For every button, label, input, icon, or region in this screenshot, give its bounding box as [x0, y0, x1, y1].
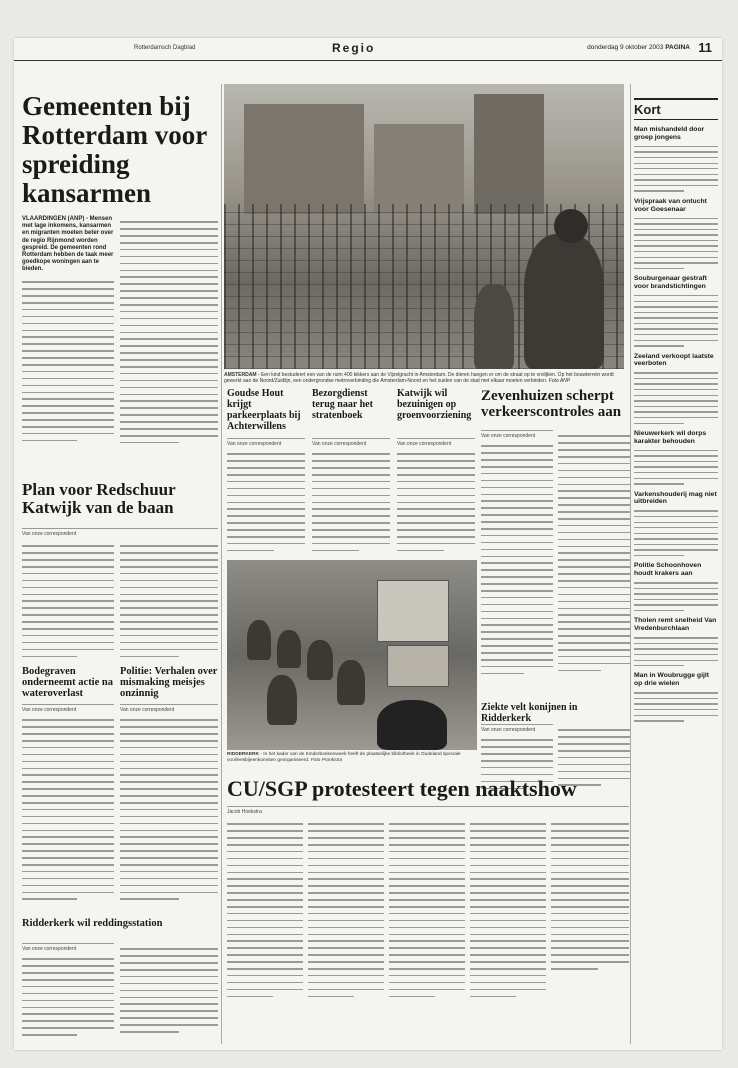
body-cusgp-2	[308, 818, 384, 1002]
byline-cusgp: Jacob Hoekstra	[227, 806, 629, 815]
body-redschuur-2	[120, 540, 218, 662]
kort-sidebar	[634, 98, 718, 726]
headline-cusgp: CU/SGP protesteert tegen naaktshow	[227, 776, 577, 801]
body-cusgp-3	[389, 818, 465, 1002]
kort-item-headline: Zeeland verkoopt laatste veerboten	[634, 352, 714, 368]
photo-ridderkerk-reading	[227, 560, 477, 750]
kort-title: Kort	[634, 98, 718, 120]
byline-redschuur: Van onze correspondent	[22, 528, 218, 537]
kort-item-body	[634, 146, 718, 192]
body-politie: Van onze correspondent	[120, 704, 218, 905]
main-lead: VLAARDINGEN (ANP) - Mensen met lage inkomens, kansarmen en migranten moeten beter over de regio Rijnmond worden gespreid. De gemeenten rond Rotterdam hebben de taak meer goedkope woningen aan te bieden.	[22, 216, 114, 273]
kort-item-headline: Vrijspraak van ontucht voor Goesenaar	[634, 197, 707, 213]
headline-politie: Politie: Verhalen over mismaking meisjes onzinnig	[120, 666, 218, 699]
body-redschuur-1	[22, 540, 114, 662]
kort-item-body	[634, 450, 718, 485]
paper-name: Rotterdamsch Dagblad	[134, 45, 196, 51]
body-goudse: Van onze correspondent	[227, 438, 305, 557]
headline-bezorgdienst: Bezorgdienst terug naar het stratenboek	[312, 388, 373, 421]
body-katwijk: Van onze correspondent	[397, 438, 475, 557]
kort-item-body	[634, 637, 718, 666]
column-rule	[221, 84, 222, 1044]
headline-zevenhuizen: Zevenhuizen scherpt verkeerscontroles aan	[481, 388, 622, 420]
kort-item-body	[634, 218, 718, 270]
body-ridderkerk-1: Van onze correspondent	[22, 943, 114, 1041]
body-cusgp-4	[470, 818, 546, 1002]
body-bodegraven: Van onze correspondent	[22, 704, 114, 905]
body-zevenhuizen-1: Van onze correspondent	[481, 430, 553, 680]
section-title: Regio	[332, 41, 376, 55]
kort-item-headline: Varkenshouderij mag niet uitbreiden	[634, 490, 717, 506]
kort-item-headline: Man mishandeld door groep jongens	[634, 126, 705, 141]
headline-goudse: Goudse Hout krijgt parkeerplaats bij Achterwillens	[227, 388, 301, 432]
body-ridderkerk-2	[120, 943, 218, 1038]
main-headline: Gemeenten bij Rotterdam voor spreiding kansarmen	[22, 91, 207, 208]
kort-item-headline: Man in Woubrugge gijlt op drie wielen	[634, 672, 710, 688]
body-zevenhuizen-2	[558, 430, 630, 676]
column-rule	[630, 84, 631, 1044]
masthead	[14, 38, 722, 61]
kort-item-body	[634, 692, 718, 721]
kort-item-headline: Politie Schoonhoven houdt krakers aan	[634, 562, 702, 578]
headline-katwijk: Katwijk wil bezuinigen op groenvoorziening	[397, 388, 472, 421]
body-cusgp-1	[227, 818, 303, 1002]
photo-amsterdam-frogs	[224, 84, 624, 369]
kort-item-headline: Nieuwerkerk wil dorps karakter behouden	[634, 429, 707, 445]
headline-redschuur: Plan voor Redschuur Katwijk van de baan	[22, 480, 176, 517]
body-cusgp-5	[551, 818, 629, 975]
headline-konijnen: Ziekte velt konijnen in Ridderkerk	[481, 702, 578, 724]
kort-item-headline: Tholen remt snelheid Van Vredenburchlaan	[634, 617, 717, 633]
body-konijnen-1: Van onze correspondent	[481, 724, 553, 794]
newspaper-page	[14, 38, 722, 1050]
kort-item-body	[634, 510, 718, 556]
headline-ridderkerk: Ridderkerk wil reddingsstation	[22, 918, 163, 929]
kort-item-body	[634, 582, 718, 611]
photo1-caption: AMSTERDAM - Een kind bestudeert een van de ruim 400 kikkers aan de Vijzelgracht in Amsterdam. De dieren hangen er om de straat op te vrolijken. Op het bouwterrein wordt gewerkt aan de Noord/Zuidlijn, een ondergrondse metroverbinding die Amsterdam-Noord en het zuiden van de stad met elkaar moeten verbinden. Foto ANP	[224, 372, 614, 384]
kort-item-body	[634, 372, 718, 424]
photo2-caption: RIDDERKERK - In het kader van de Kinderboekenweek heeft de plaatselijke bibliotheek in Oudeland speciale voorleesbijeenkomsten georganiseerd. Foto Pronkstra	[227, 752, 461, 763]
kort-item-headline: Souburgenaar gestraft voor brandstichtingen	[634, 275, 707, 290]
main-body-col-1	[22, 276, 114, 447]
page-number: 11	[698, 40, 712, 55]
kort-item-body	[634, 295, 718, 347]
body-bezorgdienst: Van onze correspondent	[312, 438, 390, 557]
headline-bodegraven: Bodegraven onderneemt actie na wateroverlast	[22, 666, 113, 699]
issue-date: donderdag 9 oktober 2003 PAGINA	[587, 44, 690, 51]
main-body-col-2	[120, 216, 218, 449]
